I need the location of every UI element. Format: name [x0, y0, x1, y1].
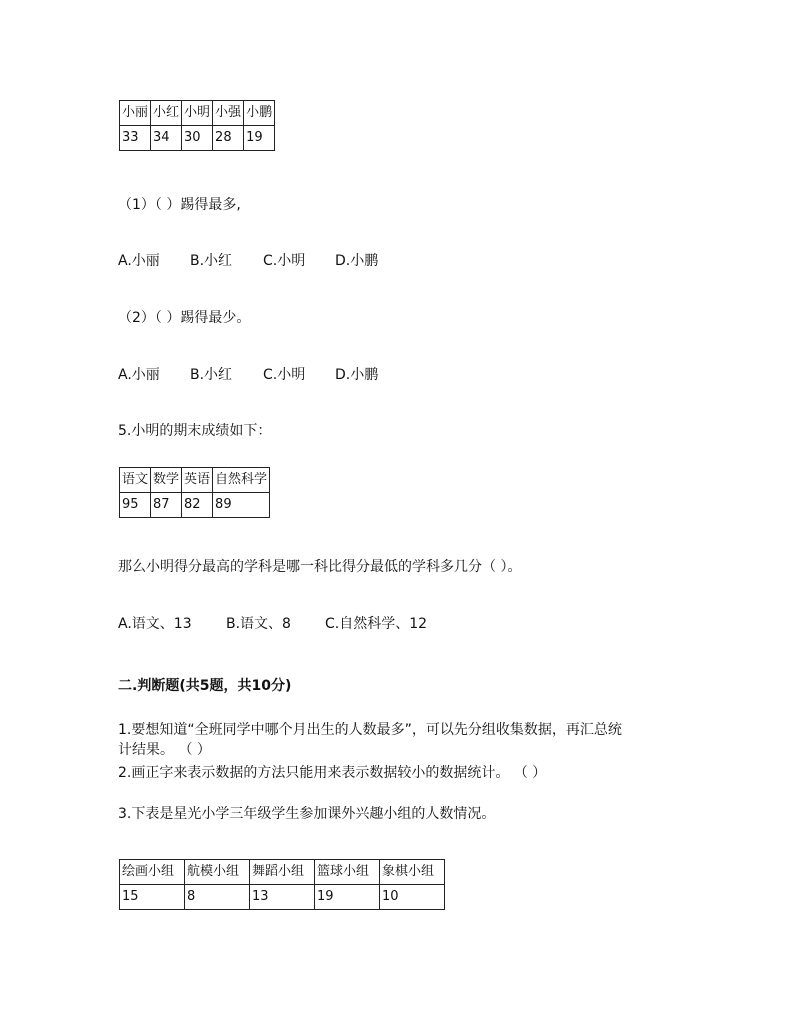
table-cell: 15 — [120, 885, 185, 910]
table-header-row — [120, 860, 445, 885]
table-row — [120, 493, 270, 518]
table-cell: 小丽 — [120, 101, 151, 126]
question-2-options — [118, 365, 378, 385]
table-cell: 33 — [120, 126, 151, 151]
table-cell: 自然科学 — [213, 468, 270, 493]
option-d: D.小鹏 — [335, 253, 379, 269]
judgment-1-line-2: 计结果。 （ ） — [118, 742, 211, 758]
table-cell: 30 — [182, 126, 213, 151]
table-header-row — [120, 101, 275, 126]
judgment-3: 3.下表是星光小学三年级学生参加课外兴趣小组的人数情况。 — [118, 806, 496, 822]
table-cell: 19 — [315, 885, 380, 910]
table-cell: 小明 — [182, 101, 213, 126]
table-cell: 小强 — [213, 101, 244, 126]
question-1-options — [118, 251, 378, 271]
option-d: D.小鹏 — [335, 367, 379, 383]
table-cell: 82 — [182, 493, 213, 518]
table-cell: 语文 — [120, 468, 151, 493]
kick-count-table — [119, 100, 275, 151]
table-cell: 89 — [213, 493, 270, 518]
table-cell: 小鹏 — [244, 101, 275, 126]
table-cell: 舞蹈小组 — [250, 860, 315, 885]
table-cell: 19 — [244, 126, 275, 151]
section-title: 二.判断题(共5题，共10分) — [118, 678, 292, 694]
table-header-row — [120, 468, 270, 493]
option-b: B.小红 — [190, 367, 233, 383]
interest-group-table — [119, 859, 445, 910]
table-cell: 绘画小组 — [120, 860, 185, 885]
judgment-1 — [118, 720, 622, 760]
table-cell: 10 — [380, 885, 445, 910]
table-cell: 象棋小组 — [380, 860, 445, 885]
table-cell: 34 — [151, 126, 182, 151]
option-c: C.自然科学、12 — [325, 616, 428, 632]
option-c: C.小明 — [263, 253, 306, 269]
question-1-text: （1）（ ）踢得最多, — [118, 197, 241, 213]
option-b: B.语文、8 — [226, 616, 291, 632]
question-5-text: 5.小明的期末成绩如下： — [118, 423, 272, 439]
table-row — [120, 126, 275, 151]
table-cell: 小红 — [151, 101, 182, 126]
question-5-options — [118, 614, 427, 634]
table-cell: 87 — [151, 493, 182, 518]
option-a: A.小丽 — [118, 367, 160, 383]
table-cell: 航模小组 — [185, 860, 250, 885]
question-2-text: （2）（ ）踢得最少。 — [118, 310, 251, 326]
table-cell: 英语 — [182, 468, 213, 493]
question-5-sub-text: 那么小明得分最高的学科是哪一科比得分最低的学科多几分（ ）。 — [118, 559, 522, 575]
table-cell: 篮球小组 — [315, 860, 380, 885]
option-a: A.小丽 — [118, 253, 160, 269]
table-cell: 数学 — [151, 468, 182, 493]
table-cell: 13 — [250, 885, 315, 910]
option-a: A.语文、13 — [118, 616, 192, 632]
judgment-2: 2.画正字来表示数据的方法只能用来表示数据较小的数据统计。 （ ） — [118, 765, 547, 781]
table-cell: 8 — [185, 885, 250, 910]
table-cell: 28 — [213, 126, 244, 151]
table-cell: 95 — [120, 493, 151, 518]
option-c: C.小明 — [263, 367, 306, 383]
grades-table — [119, 467, 270, 518]
judgment-1-line-1: 1.要想知道“全班同学中哪个月出生的人数最多”，可以先分组收集数据，再汇总统 — [118, 722, 622, 738]
option-b: B.小红 — [190, 253, 233, 269]
table-row — [120, 885, 445, 910]
